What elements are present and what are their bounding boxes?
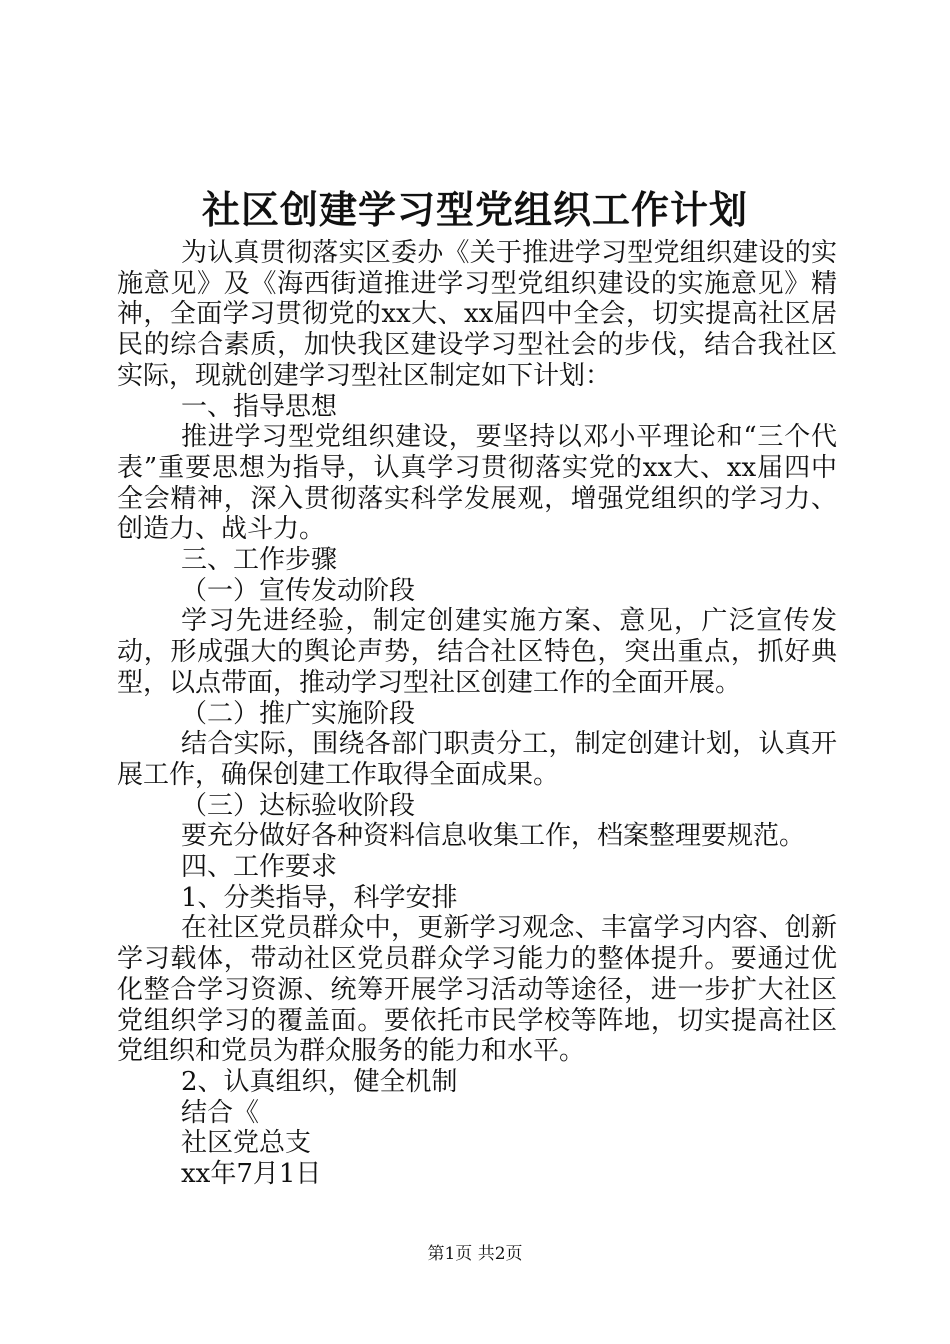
- item-heading-classified-guidance: 1、分类指导，科学安排: [181, 882, 458, 913]
- section-heading-work-requirements: 四、工作要求: [181, 852, 338, 883]
- truncated-paragraph: 结合《: [181, 1097, 260, 1128]
- intro-paragraph: 为认真贯彻落实区委办《关于推进学习型党组织建设的实施意见》及《海西街道推进学习型党组织建设的实施意见》精神，全面学习贯彻党的xx大、xx届四中全会，切实提高社区居民的综合素质，加快我区建设学习型社会的步伐，结合我社区实际，现就创建学习型社区制定如下计划：: [117, 238, 837, 391]
- acceptance-stage-paragraph: 要充分做好各种资料信息收集工作，档案整理要规范。: [181, 821, 806, 852]
- classified-guidance-paragraph: 在社区党员群众中，更新学习观念、丰富学习内容、创新学习载体，带动社区党员群众学习能力的整体提升。要通过优化整合学习资源、统筹开展学习活动等途径，进一步扩大社区党组织学习的覆盖面。要依托市民学校等阵地，切实提高社区党组织和党员为群众服务的能力和水平。: [117, 913, 837, 1067]
- document-body: [117, 238, 837, 1190]
- subheading-publicity-stage: （一）宣传发动阶段: [181, 575, 416, 606]
- page-footer: 第1页 共2页: [427, 1244, 523, 1264]
- document-title: 社区创建学习型党组织工作计划: [201, 187, 748, 232]
- item-heading-organization-mechanism: 2、认真组织，健全机制: [181, 1066, 458, 1097]
- publicity-stage-paragraph: 学习先进经验，制定创建实施方案、意见，广泛宣传发动，形成强大的舆论声势，结合社区特色，突出重点，抓好典型，以点带面，推动学习型社区创建工作的全面开展。: [117, 606, 837, 698]
- section-heading-guiding-ideology: 一、指导思想: [181, 391, 338, 422]
- implementation-stage-paragraph: 结合实际，围绕各部门职责分工，制定创建计划，认真开展工作，确保创建工作取得全面成果。: [117, 729, 837, 790]
- signature-date: xx年7月1日: [181, 1159, 322, 1190]
- guiding-ideology-paragraph: 推进学习型党组织建设，要坚持以邓小平理论和“三个代表”重要思想为指导，认真学习贯彻落实党的xx大、xx届四中全会精神，深入贯彻落实科学发展观，增强党组织的学习力、创造力、战斗力。: [117, 422, 837, 545]
- subheading-acceptance-stage: （三）达标验收阶段: [181, 790, 416, 821]
- section-heading-work-steps: 三、工作步骤: [181, 545, 338, 576]
- subheading-implementation-stage: （二）推广实施阶段: [181, 698, 416, 729]
- signature-organization: 社区党总支: [181, 1128, 312, 1159]
